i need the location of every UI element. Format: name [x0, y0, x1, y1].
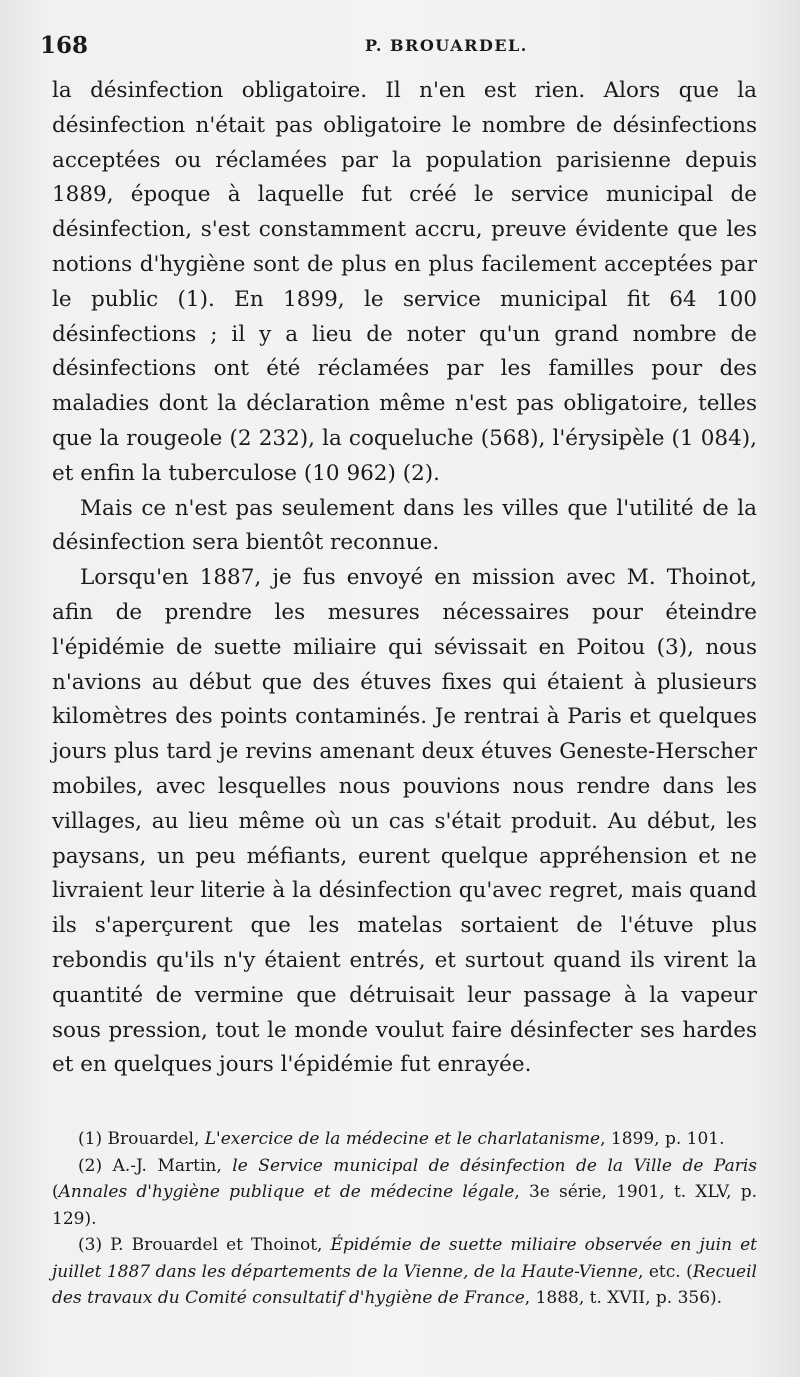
footnote-text: Brouardel,	[107, 1129, 205, 1149]
footnote-title: le Service municipal de désinfection de la Ville de Paris	[232, 1155, 758, 1176]
footnote-text: , 1888, t. XVII, p. 356).	[524, 1288, 723, 1308]
body-text	[52, 74, 757, 1083]
footnote-text: (	[52, 1182, 59, 1202]
footnote-mark: (2)	[78, 1155, 103, 1176]
footnote-1	[52, 1126, 757, 1153]
paragraph-3: Lorsqu'en 1887, je fus envoyé en mission avec M. Thoinot, afin de prendre les mesures nécessaires pour éteindre l'épidémie de suette miliaire qui sévissait en Poitou (3), nous n'avions au début que des étuves fixes qui étaient à plusieurs kilomètres des points contaminés. Je rentrai à Paris et quelques jours plus tard je revins amenant deux étuves Geneste-Herscher mobiles, avec lesquelles nous pouvions nous rendre dans les villages, au lieu même où un cas s'était produit. Au début, les paysans, un peu méfiants, eurent quelque appréhension et ne livraient leur literie à la désinfection qu'avec regret, mais quand ils s'aperçurent que les matelas sortaient de l'étuve plus rebondis qu'ils n'y étaient entrés, et surtout quand ils virent la quantité de vermine que détruisait leur passage à la vapeur sous pression, tout le monde voulut faire désinfecter ses hardes et en quelques jours l'épidémie fut enrayée.	[52, 565, 757, 1078]
footnote-journal: Annales d'hygiène publique et de médecine légale	[58, 1182, 515, 1202]
paragraph-2: Mais ce n'est pas seulement dans les villes que l'utilité de la désinfection sera bientôt reconnue.	[52, 495, 757, 556]
footnote-journal: Recueil des travaux du Comité consultatif d'hygiène de France	[52, 1261, 757, 1308]
footnote-mark: (1)	[78, 1129, 103, 1149]
footnotes	[52, 1126, 757, 1312]
footnote-text: , 3e série, 1901, t. XLV, p. 129).	[52, 1182, 757, 1229]
footnote-2	[52, 1153, 757, 1233]
footnote-3	[52, 1232, 757, 1312]
footnote-title: Épidémie de suette miliaire observée en juin et juillet 1887 dans les départements de la Vienne, de la Haute-Vienne	[52, 1235, 757, 1282]
footnote-text: , 1899, p. 101.	[600, 1129, 725, 1149]
footnote-title: L'exercice de la médecine et le charlatanisme	[204, 1129, 601, 1149]
footnote-text: A.-J. Martin,	[112, 1155, 233, 1176]
page-number: 168	[40, 32, 89, 59]
footnote-mark: (3)	[78, 1235, 103, 1255]
paragraph-1: la désinfection obligatoire. Il n'en est rien. Alors que la désinfection n'était pas obligatoire le nombre de désinfections acceptées ou réclamées par la population parisienne depuis 1889, époque à laquelle fut créé le service municipal de désinfection, s'est constamment accru, preuve évidente que les notions d'hygiène sont de plus en plus facilement acceptées par le public (1). En 1899, le service municipal fit 64 100 désinfections ; il y a lieu de noter qu'un grand nombre de désinfections ont été réclamées par les familles pour des maladies dont la déclaration même n'est pas obligatoire, telles que la rougeole (2 232), la coqueluche (568), l'érysipèle (1 084), et enfin la tuberculose (10 962) (2).	[52, 78, 757, 486]
footnote-text: P. Brouardel et Thoinot,	[110, 1235, 331, 1255]
footnote-text: , etc. (	[638, 1261, 693, 1282]
running-head: P. BROUARDEL.	[365, 36, 528, 55]
page-header	[40, 32, 760, 66]
